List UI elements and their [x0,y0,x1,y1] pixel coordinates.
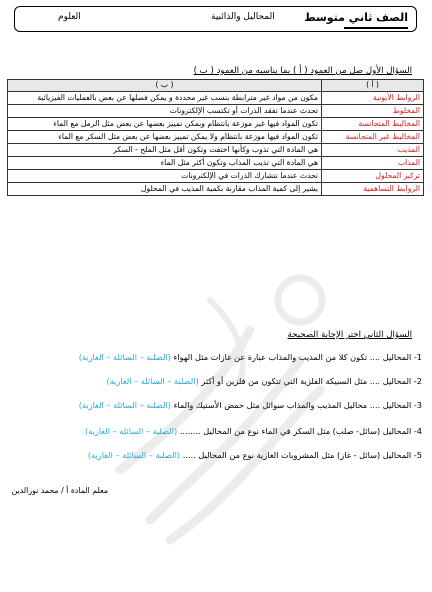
mcq-stem: 1- المحاليل .... تكون كلا من المذيب والمذاب عبارة عن غازات مثل الهواء [173,352,422,362]
table-row [8,144,424,157]
mcq-item [79,352,422,362]
mcq-stem: 4- المحاليل (سائل- صلب) مثل السكر في الماء نوع من المحاليل ........ [179,426,422,436]
definition-cell: تكون المواد فيها موزعة بانتظام ولا يمكن تمييز بعضها عن بعض مثل السكر مع الماء [8,131,322,144]
table-row [8,92,424,105]
table-row [8,183,424,196]
subject-label: العلوم [58,12,81,22]
mcq-options: (الصلبة – السائلة – الغازية) [85,426,178,436]
table-row [8,118,424,131]
term-cell: المخاليط المتجانسة [322,118,424,131]
matching-table [7,79,424,196]
mcq-options: (الصلبة – السائلة – الغازية) [87,450,181,460]
table-row [8,170,424,183]
question2-title: السؤال الثاني اختر الإجابة الصحيحة [287,330,412,340]
grade-label: الصف ثاني متوسط [304,11,408,24]
term-cell: المخاليط غير المتجانسة [322,131,424,144]
term-cell: المخلوط [322,105,424,118]
teacher-name: معلم المادة أ / محمد نورالدين [11,486,108,495]
column-a-header: ( أ ) [322,80,424,92]
term-cell: المذاب [322,157,424,170]
mcq-item [88,450,422,460]
table-row [8,131,424,144]
mcq-item [106,376,422,386]
mcq-options: (الصلبة – السائلة – الغازية) [106,376,199,386]
table-row [8,105,424,118]
mcq-stem: 3- المحاليل .... محاليل المذيب والمذاب سوائل مثل حمض الأستيك والماء [173,400,422,410]
mcq-item [85,426,422,436]
definition-cell: يشير إلى كمية المذاب مقارنة بكمية المذيب في المحلول [8,183,322,196]
mcq-options: (الصلبة – السائلة – الغازية) [78,400,171,410]
term-cell: تركيز المحلول [322,170,424,183]
definition-cell: هي المادة التي تذوب وكأنها اختفت وتكون أقل مثل الملح - السكر [8,144,322,157]
question1-title: السؤال الأول صل من العمود ( أ ) بما يناسبه من العمود ( ب ) [193,66,412,76]
definition-cell: تحدث عندما تتشارك الذرات في الإلكترونات [8,170,322,183]
column-b-header: ( ب ) [8,80,322,92]
mcq-item [79,400,422,410]
header-box [14,6,417,32]
topic-label: المحاليل والذائبية [211,12,275,22]
mcq-stem: 5- المحاليل (سائل - غاز) مثل المشروبات الغازية نوع من المحاليل ..... [182,450,422,460]
definition-cell: تكون المواد فيها غير موزعة بانتظام وبمكن تمييز بعضها عن بعض مثل الرمل مع الماء [8,118,322,131]
term-cell: المذيب [322,144,424,157]
mcq-options: (الصلبة – السائلة – الغازية) [78,352,171,362]
table-row [8,157,424,170]
definition-cell: هي المادة التي تذيب المذاب وتكون أكثر مثل الماء [8,157,322,170]
grade-underline [344,27,408,29]
term-cell: الروابط الأيونية [322,92,424,105]
mcq-stem: 2- المحاليل .... مثل السبيكة الفلزية التي تتكون من فلزين أو أكثر [201,376,422,386]
definition-cell: مكون من مواد غير مترابطة بنسب غير محددة و يمكن فصلها عن بعض بالعمليات الفيزيائية [8,92,322,105]
term-cell: الروابط التساهمية [322,183,424,196]
table-header-row [8,80,424,92]
definition-cell: تحدث عندما تفقد الذرات أو تكتسب الإلكترونات [8,105,322,118]
